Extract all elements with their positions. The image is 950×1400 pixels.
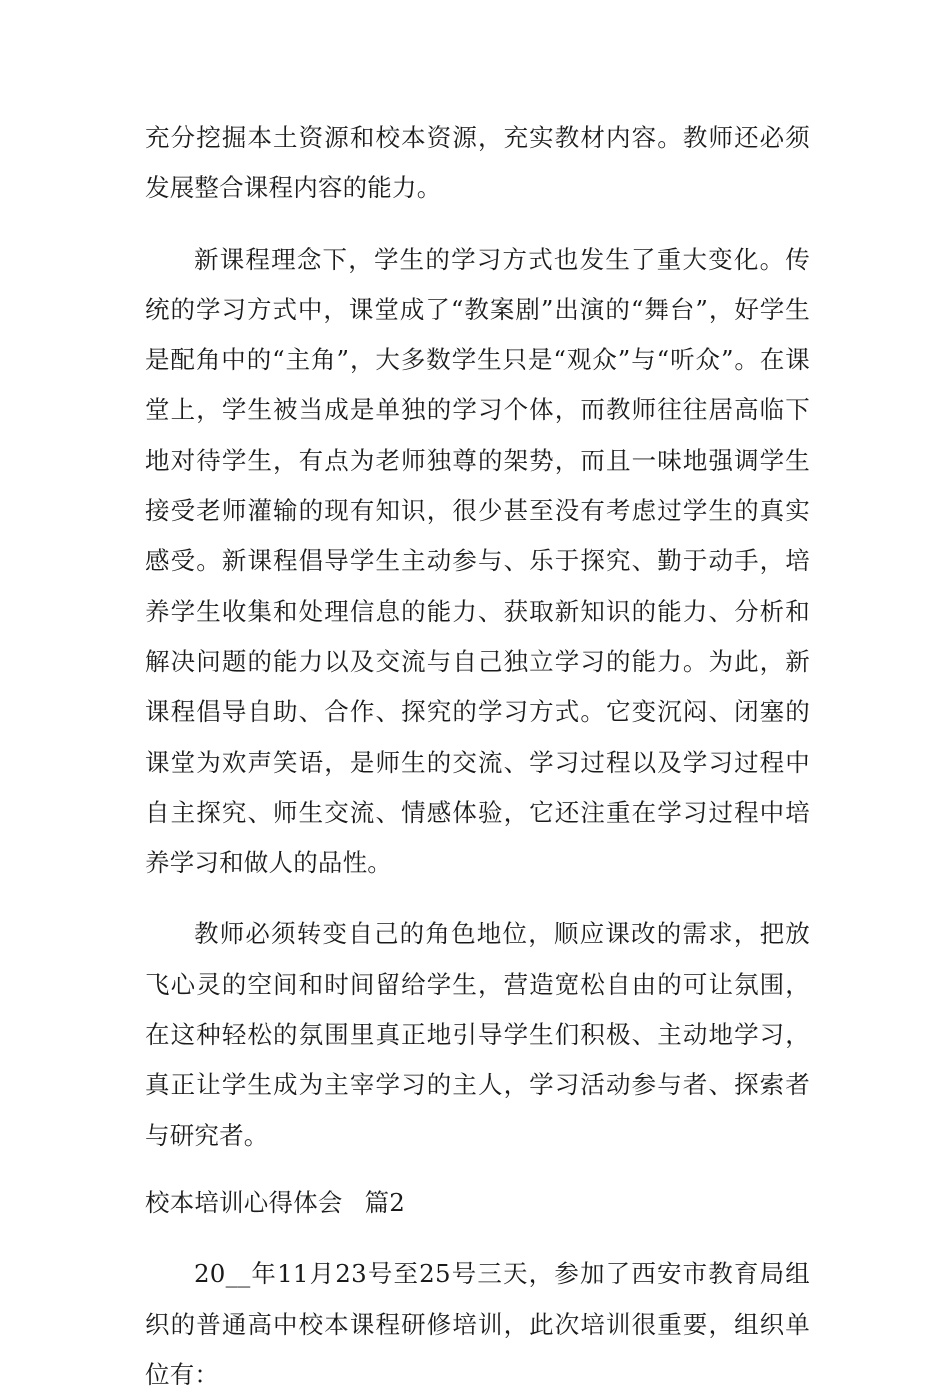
paragraph-continuation: 充分挖掘本土资源和校本资源，充实教材内容。教师还必须发展整合课程内容的能力。 <box>145 123 810 203</box>
paragraph-learning-style: 新课程理念下，学生的学习方式也发生了重大变化。传统的学习方式中，课堂成了“教案剧”出演的“舞台”，好学生是配角中的“主角”，大多数学生只是“观众”与“听众”。在课堂上，学生被当成是单独的学习个体，而教师往往居高临下地对待学生，有点为老师独尊的架势，而且一味地强调学生接受老师灌输的现有知识，很少甚至没有考虑过学生的真实感受。新课程倡导学生主动参与、乐于探究、勤于动手，培养学生收集和处理信息的能力、获取新知识的能力、分析和解决问题的能力以及交流与自己独立学习的能力。为此，新课程倡导自助、合作、探究的学习方式。它变沉闷、闭塞的课堂为欢声笑语，是师生的交流、学习过程以及学习过程中自主探究、师生交流、情感体验，它还注重在学习过程中培养学习和做人的品性。 <box>145 244 810 878</box>
paragraph-teacher-role: 教师必须转变自己的角色地位，顺应课改的需求，把放飞心灵的空间和时间留给学生，营造宽松自由的可让氛围，在这种轻松的氛围里真正地引导学生们积极、主动地学习，真正让学生成为主宰学习的主人，学习活动参与者、探索者与研究者。 <box>145 919 810 1150</box>
paragraph-training-intro: 20__年11月23号至25号三天，参加了西安市教育局组织的普通高中校本课程研修培训，此次培训很重要，组织单位有： <box>145 1259 810 1389</box>
section-heading-title: 校本培训心得体会 <box>145 1187 343 1217</box>
section-heading-part: 篇2 <box>364 1187 406 1217</box>
section-heading <box>145 1178 810 1228</box>
document-page <box>145 113 810 1400</box>
